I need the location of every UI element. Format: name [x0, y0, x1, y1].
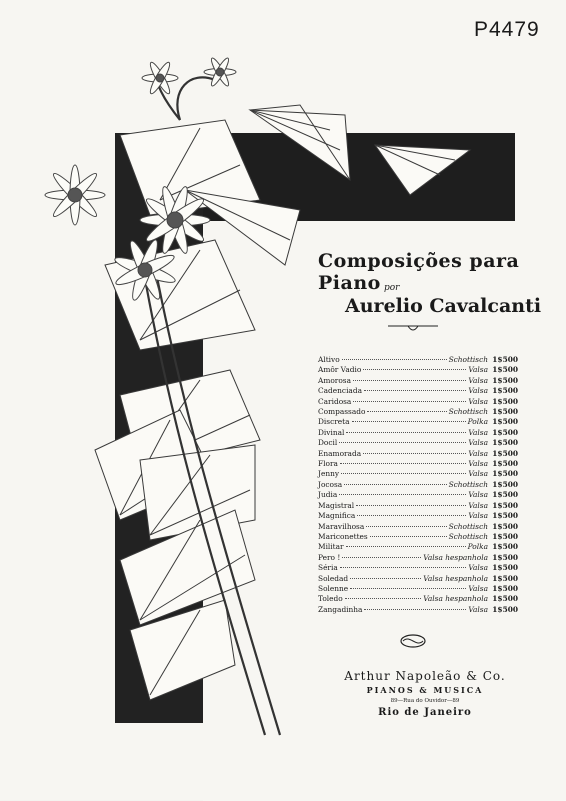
leader-dots: [356, 505, 466, 506]
leader-dots: [350, 578, 421, 579]
work-genre: Valsa: [468, 396, 488, 406]
leader-dots: [367, 411, 446, 412]
work-genre: Valsa: [468, 583, 488, 593]
leader-dots: [344, 484, 446, 485]
work-genre: Valsa: [468, 604, 488, 614]
work-row: [318, 605, 518, 615]
leader-dots: [357, 515, 466, 516]
work-genre: Schottisch: [448, 531, 488, 541]
work-genre: Valsa: [468, 427, 488, 437]
work-title: Magistral: [318, 500, 355, 510]
work-title: Altivo: [318, 355, 340, 364]
daisy-icon: [45, 165, 105, 225]
leader-dots: [350, 588, 466, 589]
fan-icon: [375, 145, 470, 195]
work-genre: Valsa: [468, 563, 488, 573]
leader-dots: [363, 369, 466, 370]
work-title: Toledo: [318, 594, 343, 604]
work-price: 1$500: [492, 427, 518, 437]
work-title: Zangadinha: [318, 604, 363, 614]
work-price: 1$500: [492, 469, 518, 479]
work-genre: Schottisch: [448, 479, 488, 489]
leader-dots: [342, 359, 447, 360]
work-row: [318, 584, 518, 594]
work-title: Compassado: [318, 407, 366, 417]
work-title: Divinal: [318, 427, 345, 437]
leader-dots: [363, 453, 466, 454]
work-genre: Valsa: [468, 365, 488, 375]
work-price: 1$500: [492, 542, 518, 552]
work-genre: Valsa: [468, 375, 488, 385]
work-title: Maravilhosa: [318, 521, 365, 531]
work-row: [318, 532, 518, 542]
work-genre: Valsa: [468, 500, 488, 510]
work-price: 1$500: [492, 552, 518, 562]
flourish-ornament: [398, 632, 428, 650]
work-title: Mariconettes: [318, 531, 368, 541]
work-row: [318, 553, 518, 563]
work-row: [318, 594, 518, 604]
publisher-name: Arthur Napoleão & Co.: [344, 669, 506, 683]
leader-dots: [339, 494, 466, 495]
work-genre: Valsa: [468, 459, 488, 469]
work-row: [318, 511, 518, 521]
work-row: [318, 386, 518, 396]
work-row: [318, 459, 518, 469]
work-price: 1$500: [492, 594, 518, 604]
work-price: 1$500: [492, 386, 518, 396]
work-row: [318, 574, 518, 584]
work-price: 1$500: [492, 355, 518, 364]
leader-dots: [364, 609, 466, 610]
publisher-address: 89—Rua do Ouvidor—89: [390, 698, 460, 704]
leader-dots: [341, 473, 466, 474]
work-genre: Valsa: [468, 448, 488, 458]
leader-dots: [340, 463, 466, 464]
work-genre: Valsa: [468, 469, 488, 479]
work-row: [318, 397, 518, 407]
work-title: Cadenciada: [318, 386, 362, 396]
work-price: 1$500: [492, 531, 518, 541]
leader-dots: [345, 598, 421, 599]
work-title: Enamorada: [318, 448, 362, 458]
work-row: [318, 501, 518, 511]
work-price: 1$500: [492, 479, 518, 489]
work-row: [318, 417, 518, 427]
leader-dots: [364, 390, 466, 391]
work-title: Séria: [318, 563, 338, 573]
work-row: [318, 522, 518, 532]
work-title: Militar: [318, 542, 344, 552]
works-list: [318, 355, 518, 615]
work-price: 1$500: [492, 448, 518, 458]
publisher-type: PIANOS & MUSICA: [366, 685, 484, 695]
work-genre: Valsa hespanhola: [423, 552, 488, 562]
work-title: Docil: [318, 438, 338, 448]
by-label: por: [384, 283, 400, 293]
work-price: 1$500: [492, 396, 518, 406]
work-title: Jocosa: [318, 479, 343, 489]
work-price: 1$500: [492, 417, 518, 427]
work-price: 1$500: [492, 521, 518, 531]
work-title: Discreta: [318, 417, 350, 427]
leader-dots: [346, 546, 466, 547]
work-row: [318, 376, 518, 386]
fan-icon: [105, 240, 255, 350]
work-genre: Valsa: [468, 490, 488, 500]
work-row: [318, 407, 518, 417]
work-price: 1$500: [492, 563, 518, 573]
work-genre: Polka: [467, 542, 488, 552]
leader-dots: [339, 442, 466, 443]
work-price: 1$500: [492, 375, 518, 385]
work-title: Flora: [318, 459, 338, 469]
work-price: 1$500: [492, 511, 518, 521]
work-genre: Schottisch: [448, 355, 488, 364]
leader-dots: [346, 432, 466, 433]
work-genre: Polka: [467, 417, 488, 427]
work-title: Jenny: [318, 469, 340, 479]
work-row: [318, 542, 518, 552]
work-title: Amôr Vadio: [318, 365, 362, 375]
work-price: 1$500: [492, 365, 518, 375]
work-genre: Schottisch: [448, 407, 488, 417]
work-price: 1$500: [492, 438, 518, 448]
leader-dots: [342, 557, 421, 558]
daisy-icon: [204, 56, 236, 87]
catalog-id: P4479: [474, 18, 540, 41]
work-row: [318, 563, 518, 573]
publisher-block: [330, 669, 520, 718]
work-genre: Valsa: [468, 438, 488, 448]
work-price: 1$500: [492, 459, 518, 469]
leader-dots: [340, 567, 467, 568]
title-divider-ornament: [388, 322, 438, 334]
work-title: Soledad: [318, 573, 349, 583]
leader-dots: [353, 380, 466, 381]
work-price: 1$500: [492, 490, 518, 500]
work-title: Pero !: [318, 552, 341, 562]
publisher-city: Rio de Janeiro: [378, 707, 472, 718]
work-title: Judia: [318, 490, 338, 500]
composer-name: Aurelio Cavalcanti: [345, 295, 542, 317]
work-genre: Valsa hespanhola: [423, 594, 488, 604]
work-genre: Valsa hespanhola: [423, 573, 488, 583]
work-row: [318, 490, 518, 500]
work-row: [318, 428, 518, 438]
leader-dots: [353, 401, 466, 402]
leader-dots: [352, 421, 466, 422]
work-row: [318, 469, 518, 479]
work-row: [318, 355, 518, 365]
work-title: Solenne: [318, 583, 349, 593]
work-title: Magnifica: [318, 511, 356, 521]
work-genre: Schottisch: [448, 521, 488, 531]
work-price: 1$500: [492, 604, 518, 614]
leader-dots: [370, 536, 447, 537]
work-genre: Valsa: [468, 511, 488, 521]
work-genre: Valsa: [468, 386, 488, 396]
work-row: [318, 438, 518, 448]
work-title: Amorosa: [318, 375, 351, 385]
fan-icon: [250, 105, 350, 180]
page-title: Composições para Piano: [318, 250, 520, 294]
work-price: 1$500: [492, 407, 518, 417]
work-row: [318, 365, 518, 375]
work-row: [318, 480, 518, 490]
work-title: Caridosa: [318, 396, 352, 406]
work-row: [318, 449, 518, 459]
work-price: 1$500: [492, 500, 518, 510]
work-price: 1$500: [492, 583, 518, 593]
work-price: 1$500: [492, 573, 518, 583]
leader-dots: [366, 526, 446, 527]
